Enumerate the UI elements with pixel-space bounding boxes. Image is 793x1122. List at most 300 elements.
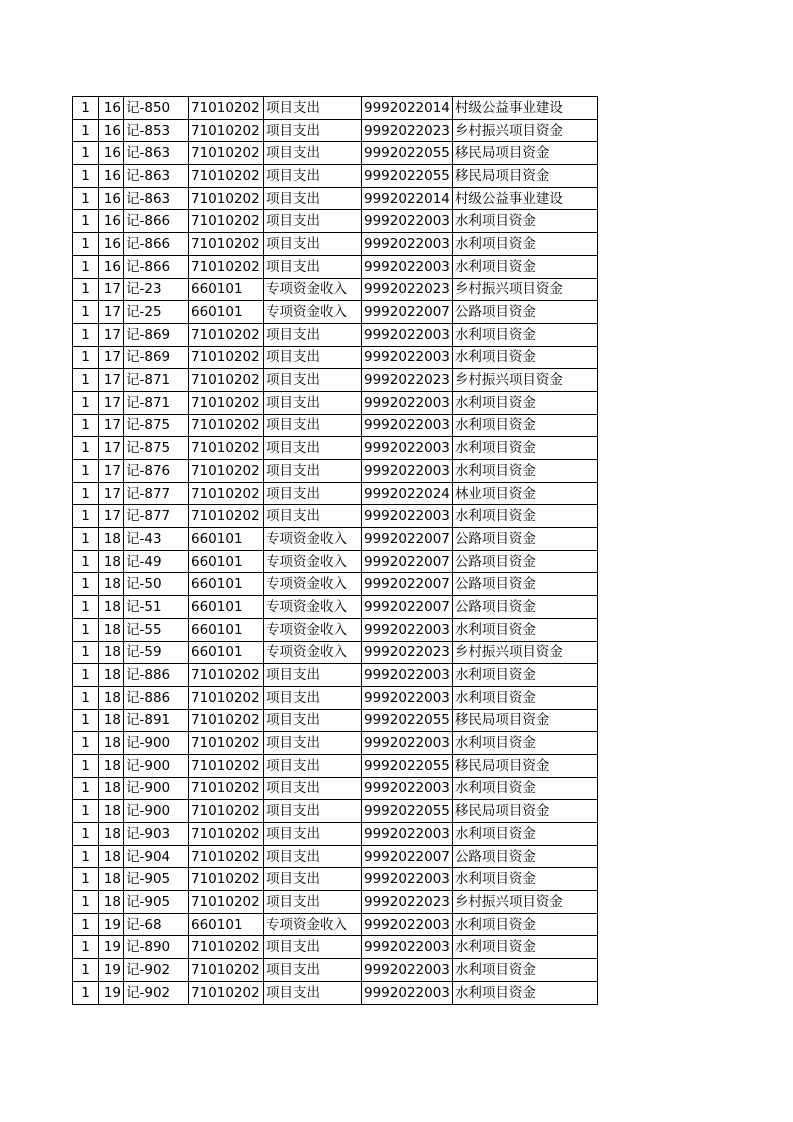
table-row	[73, 550, 598, 573]
voucher-cell: 记-900	[124, 800, 189, 823]
account-code-cell: 71010202	[189, 505, 264, 528]
project-code-cell: 9992022003	[362, 686, 453, 709]
project-name-cell: 公路项目资金	[452, 573, 597, 596]
type-cell: 项目支出	[264, 255, 362, 278]
project-name-cell: 水利项目资金	[452, 664, 597, 687]
day-cell: 18	[99, 800, 124, 823]
voucher-cell: 记-905	[124, 891, 189, 914]
voucher-cell: 记-900	[124, 754, 189, 777]
project-code-cell: 9992022003	[362, 233, 453, 256]
month-cell: 1	[73, 800, 99, 823]
day-cell: 18	[99, 528, 124, 551]
table-row	[73, 913, 598, 936]
project-code-cell: 9992022003	[362, 777, 453, 800]
project-name-cell: 水利项目资金	[452, 913, 597, 936]
ledger-table	[72, 96, 598, 1005]
table-row	[73, 414, 598, 437]
table-row	[73, 528, 598, 551]
project-code-cell: 9992022007	[362, 845, 453, 868]
project-code-cell: 9992022003	[362, 664, 453, 687]
table-row	[73, 777, 598, 800]
project-name-cell: 水利项目资金	[452, 437, 597, 460]
day-cell: 18	[99, 754, 124, 777]
month-cell: 1	[73, 255, 99, 278]
voucher-cell: 记-59	[124, 641, 189, 664]
table-row	[73, 255, 598, 278]
project-name-cell: 水利项目资金	[452, 346, 597, 369]
voucher-cell: 记-869	[124, 346, 189, 369]
voucher-cell: 记-891	[124, 709, 189, 732]
voucher-cell: 记-51	[124, 596, 189, 619]
account-code-cell: 71010202	[189, 142, 264, 165]
account-code-cell: 660101	[189, 528, 264, 551]
day-cell: 16	[99, 233, 124, 256]
project-name-cell: 移民局项目资金	[452, 754, 597, 777]
type-cell: 专项资金收入	[264, 278, 362, 301]
voucher-cell: 记-49	[124, 550, 189, 573]
project-code-cell: 9992022007	[362, 596, 453, 619]
voucher-cell: 记-863	[124, 165, 189, 188]
project-code-cell: 9992022014	[362, 187, 453, 210]
type-cell: 项目支出	[264, 142, 362, 165]
voucher-cell: 记-850	[124, 97, 189, 120]
project-code-cell: 9992022003	[362, 346, 453, 369]
project-code-cell: 9992022014	[362, 97, 453, 120]
type-cell: 专项资金收入	[264, 913, 362, 936]
table-row	[73, 210, 598, 233]
table-row	[73, 142, 598, 165]
day-cell: 16	[99, 187, 124, 210]
month-cell: 1	[73, 709, 99, 732]
type-cell: 专项资金收入	[264, 618, 362, 641]
month-cell: 1	[73, 754, 99, 777]
project-code-cell: 9992022024	[362, 482, 453, 505]
voucher-cell: 记-863	[124, 142, 189, 165]
voucher-cell: 记-875	[124, 414, 189, 437]
month-cell: 1	[73, 936, 99, 959]
table-row	[73, 845, 598, 868]
account-code-cell: 71010202	[189, 664, 264, 687]
month-cell: 1	[73, 278, 99, 301]
project-code-cell: 9992022003	[362, 936, 453, 959]
day-cell: 18	[99, 845, 124, 868]
month-cell: 1	[73, 323, 99, 346]
table-row	[73, 165, 598, 188]
month-cell: 1	[73, 777, 99, 800]
day-cell: 17	[99, 278, 124, 301]
project-code-cell: 9992022003	[362, 437, 453, 460]
day-cell: 18	[99, 550, 124, 573]
project-code-cell: 9992022023	[362, 891, 453, 914]
type-cell: 项目支出	[264, 97, 362, 120]
day-cell: 17	[99, 414, 124, 437]
type-cell: 项目支出	[264, 981, 362, 1004]
type-cell: 项目支出	[264, 391, 362, 414]
month-cell: 1	[73, 891, 99, 914]
voucher-cell: 记-43	[124, 528, 189, 551]
voucher-cell: 记-902	[124, 959, 189, 982]
account-code-cell: 71010202	[189, 800, 264, 823]
type-cell: 项目支出	[264, 437, 362, 460]
month-cell: 1	[73, 210, 99, 233]
table-row	[73, 936, 598, 959]
month-cell: 1	[73, 664, 99, 687]
month-cell: 1	[73, 505, 99, 528]
project-code-cell: 9992022003	[362, 210, 453, 233]
table-row	[73, 891, 598, 914]
account-code-cell: 660101	[189, 573, 264, 596]
table-row	[73, 187, 598, 210]
type-cell: 项目支出	[264, 482, 362, 505]
project-name-cell: 乡村振兴项目资金	[452, 369, 597, 392]
voucher-cell: 记-866	[124, 255, 189, 278]
day-cell: 16	[99, 97, 124, 120]
type-cell: 项目支出	[264, 505, 362, 528]
account-code-cell: 660101	[189, 618, 264, 641]
table-row	[73, 323, 598, 346]
month-cell: 1	[73, 550, 99, 573]
month-cell: 1	[73, 913, 99, 936]
day-cell: 17	[99, 437, 124, 460]
month-cell: 1	[73, 97, 99, 120]
day-cell: 19	[99, 981, 124, 1004]
day-cell: 18	[99, 777, 124, 800]
account-code-cell: 71010202	[189, 369, 264, 392]
project-code-cell: 9992022003	[362, 913, 453, 936]
day-cell: 18	[99, 641, 124, 664]
project-code-cell: 9992022055	[362, 142, 453, 165]
project-name-cell: 水利项目资金	[452, 233, 597, 256]
day-cell: 19	[99, 913, 124, 936]
voucher-cell: 记-876	[124, 460, 189, 483]
month-cell: 1	[73, 369, 99, 392]
account-code-cell: 71010202	[189, 97, 264, 120]
voucher-cell: 记-55	[124, 618, 189, 641]
account-code-cell: 71010202	[189, 346, 264, 369]
project-code-cell: 9992022003	[362, 732, 453, 755]
project-name-cell: 水利项目资金	[452, 777, 597, 800]
table-row	[73, 505, 598, 528]
project-name-cell: 乡村振兴项目资金	[452, 891, 597, 914]
account-code-cell: 71010202	[189, 482, 264, 505]
type-cell: 专项资金收入	[264, 528, 362, 551]
project-code-cell: 9992022003	[362, 323, 453, 346]
voucher-cell: 记-866	[124, 210, 189, 233]
account-code-cell: 71010202	[189, 210, 264, 233]
type-cell: 项目支出	[264, 187, 362, 210]
type-cell: 项目支出	[264, 936, 362, 959]
table-row	[73, 686, 598, 709]
month-cell: 1	[73, 482, 99, 505]
day-cell: 18	[99, 823, 124, 846]
voucher-cell: 记-905	[124, 868, 189, 891]
project-code-cell: 9992022003	[362, 505, 453, 528]
type-cell: 项目支出	[264, 754, 362, 777]
day-cell: 17	[99, 505, 124, 528]
day-cell: 19	[99, 936, 124, 959]
account-code-cell: 71010202	[189, 732, 264, 755]
month-cell: 1	[73, 732, 99, 755]
type-cell: 项目支出	[264, 709, 362, 732]
project-name-cell: 乡村振兴项目资金	[452, 119, 597, 142]
project-code-cell: 9992022023	[362, 278, 453, 301]
account-code-cell: 71010202	[189, 686, 264, 709]
project-code-cell: 9992022003	[362, 981, 453, 1004]
project-code-cell: 9992022003	[362, 823, 453, 846]
day-cell: 18	[99, 868, 124, 891]
month-cell: 1	[73, 823, 99, 846]
account-code-cell: 71010202	[189, 823, 264, 846]
type-cell: 专项资金收入	[264, 301, 362, 324]
type-cell: 项目支出	[264, 777, 362, 800]
table-row	[73, 346, 598, 369]
project-name-cell: 村级公益事业建设	[452, 187, 597, 210]
day-cell: 17	[99, 460, 124, 483]
project-name-cell: 移民局项目资金	[452, 800, 597, 823]
type-cell: 项目支出	[264, 845, 362, 868]
table-row	[73, 573, 598, 596]
day-cell: 18	[99, 664, 124, 687]
project-name-cell: 公路项目资金	[452, 301, 597, 324]
table-row	[73, 664, 598, 687]
type-cell: 专项资金收入	[264, 641, 362, 664]
month-cell: 1	[73, 187, 99, 210]
voucher-cell: 记-869	[124, 323, 189, 346]
project-code-cell: 9992022003	[362, 868, 453, 891]
type-cell: 专项资金收入	[264, 550, 362, 573]
project-code-cell: 9992022007	[362, 550, 453, 573]
project-name-cell: 公路项目资金	[452, 845, 597, 868]
voucher-cell: 记-890	[124, 936, 189, 959]
type-cell: 项目支出	[264, 346, 362, 369]
voucher-cell: 记-886	[124, 686, 189, 709]
type-cell: 项目支出	[264, 414, 362, 437]
type-cell: 项目支出	[264, 210, 362, 233]
account-code-cell: 71010202	[189, 233, 264, 256]
account-code-cell: 71010202	[189, 754, 264, 777]
project-name-cell: 水利项目资金	[452, 823, 597, 846]
project-name-cell: 乡村振兴项目资金	[452, 278, 597, 301]
table-row	[73, 868, 598, 891]
month-cell: 1	[73, 301, 99, 324]
project-name-cell: 公路项目资金	[452, 550, 597, 573]
project-code-cell: 9992022003	[362, 959, 453, 982]
ledger-body	[73, 97, 598, 1005]
table-row	[73, 732, 598, 755]
voucher-cell: 记-886	[124, 664, 189, 687]
type-cell: 项目支出	[264, 165, 362, 188]
account-code-cell: 71010202	[189, 165, 264, 188]
project-code-cell: 9992022023	[362, 119, 453, 142]
account-code-cell: 71010202	[189, 255, 264, 278]
day-cell: 16	[99, 142, 124, 165]
voucher-cell: 记-25	[124, 301, 189, 324]
project-name-cell: 移民局项目资金	[452, 709, 597, 732]
account-code-cell: 660101	[189, 550, 264, 573]
day-cell: 16	[99, 210, 124, 233]
month-cell: 1	[73, 618, 99, 641]
project-name-cell: 水利项目资金	[452, 391, 597, 414]
type-cell: 项目支出	[264, 369, 362, 392]
month-cell: 1	[73, 868, 99, 891]
account-code-cell: 71010202	[189, 959, 264, 982]
month-cell: 1	[73, 142, 99, 165]
account-code-cell: 660101	[189, 278, 264, 301]
voucher-cell: 记-50	[124, 573, 189, 596]
day-cell: 16	[99, 255, 124, 278]
type-cell: 项目支出	[264, 119, 362, 142]
project-code-cell: 9992022007	[362, 573, 453, 596]
month-cell: 1	[73, 119, 99, 142]
type-cell: 项目支出	[264, 323, 362, 346]
table-row	[73, 97, 598, 120]
table-row	[73, 233, 598, 256]
project-name-cell: 公路项目资金	[452, 528, 597, 551]
account-code-cell: 660101	[189, 596, 264, 619]
account-code-cell: 71010202	[189, 936, 264, 959]
table-row	[73, 482, 598, 505]
project-code-cell: 9992022007	[362, 301, 453, 324]
month-cell: 1	[73, 641, 99, 664]
type-cell: 项目支出	[264, 460, 362, 483]
voucher-cell: 记-853	[124, 119, 189, 142]
account-code-cell: 71010202	[189, 777, 264, 800]
project-name-cell: 水利项目资金	[452, 505, 597, 528]
table-row	[73, 959, 598, 982]
project-name-cell: 水利项目资金	[452, 618, 597, 641]
account-code-cell: 71010202	[189, 845, 264, 868]
account-code-cell: 71010202	[189, 414, 264, 437]
project-name-cell: 移民局项目资金	[452, 142, 597, 165]
table-row	[73, 596, 598, 619]
table-row	[73, 278, 598, 301]
account-code-cell: 71010202	[189, 460, 264, 483]
project-code-cell: 9992022003	[362, 391, 453, 414]
project-name-cell: 水利项目资金	[452, 210, 597, 233]
project-name-cell: 水利项目资金	[452, 414, 597, 437]
day-cell: 17	[99, 391, 124, 414]
account-code-cell: 660101	[189, 301, 264, 324]
type-cell: 项目支出	[264, 664, 362, 687]
day-cell: 16	[99, 165, 124, 188]
table-row	[73, 618, 598, 641]
day-cell: 18	[99, 573, 124, 596]
project-code-cell: 9992022003	[362, 414, 453, 437]
voucher-cell: 记-877	[124, 505, 189, 528]
project-name-cell: 水利项目资金	[452, 460, 597, 483]
project-name-cell: 水利项目资金	[452, 868, 597, 891]
type-cell: 项目支出	[264, 891, 362, 914]
day-cell: 18	[99, 686, 124, 709]
account-code-cell: 71010202	[189, 323, 264, 346]
month-cell: 1	[73, 596, 99, 619]
account-code-cell: 71010202	[189, 437, 264, 460]
voucher-cell: 记-871	[124, 391, 189, 414]
day-cell: 17	[99, 369, 124, 392]
month-cell: 1	[73, 845, 99, 868]
type-cell: 项目支出	[264, 800, 362, 823]
account-code-cell: 71010202	[189, 391, 264, 414]
project-code-cell: 9992022007	[362, 528, 453, 551]
project-name-cell: 林业项目资金	[452, 482, 597, 505]
day-cell: 18	[99, 618, 124, 641]
month-cell: 1	[73, 686, 99, 709]
voucher-cell: 记-871	[124, 369, 189, 392]
account-code-cell: 660101	[189, 913, 264, 936]
project-name-cell: 水利项目资金	[452, 255, 597, 278]
table-row	[73, 301, 598, 324]
voucher-cell: 记-23	[124, 278, 189, 301]
table-row	[73, 460, 598, 483]
month-cell: 1	[73, 573, 99, 596]
project-name-cell: 水利项目资金	[452, 323, 597, 346]
voucher-cell: 记-900	[124, 732, 189, 755]
project-code-cell: 9992022023	[362, 641, 453, 664]
project-name-cell: 村级公益事业建设	[452, 97, 597, 120]
day-cell: 17	[99, 482, 124, 505]
table-row	[73, 800, 598, 823]
account-code-cell: 660101	[189, 641, 264, 664]
project-name-cell: 公路项目资金	[452, 596, 597, 619]
day-cell: 17	[99, 301, 124, 324]
voucher-cell: 记-903	[124, 823, 189, 846]
account-code-cell: 71010202	[189, 891, 264, 914]
type-cell: 专项资金收入	[264, 596, 362, 619]
project-code-cell: 9992022003	[362, 255, 453, 278]
project-name-cell: 水利项目资金	[452, 959, 597, 982]
project-code-cell: 9992022055	[362, 165, 453, 188]
month-cell: 1	[73, 233, 99, 256]
project-name-cell: 水利项目资金	[452, 732, 597, 755]
account-code-cell: 71010202	[189, 981, 264, 1004]
project-code-cell: 9992022055	[362, 754, 453, 777]
project-code-cell: 9992022023	[362, 369, 453, 392]
month-cell: 1	[73, 528, 99, 551]
table-row	[73, 754, 598, 777]
day-cell: 16	[99, 119, 124, 142]
month-cell: 1	[73, 414, 99, 437]
account-code-cell: 71010202	[189, 868, 264, 891]
day-cell: 17	[99, 346, 124, 369]
type-cell: 项目支出	[264, 868, 362, 891]
voucher-cell: 记-863	[124, 187, 189, 210]
type-cell: 项目支出	[264, 732, 362, 755]
month-cell: 1	[73, 981, 99, 1004]
account-code-cell: 71010202	[189, 709, 264, 732]
voucher-cell: 记-904	[124, 845, 189, 868]
table-row	[73, 641, 598, 664]
day-cell: 19	[99, 959, 124, 982]
project-name-cell: 乡村振兴项目资金	[452, 641, 597, 664]
month-cell: 1	[73, 959, 99, 982]
voucher-cell: 记-902	[124, 981, 189, 1004]
table-row	[73, 981, 598, 1004]
table-row	[73, 119, 598, 142]
voucher-cell: 记-875	[124, 437, 189, 460]
type-cell: 专项资金收入	[264, 573, 362, 596]
day-cell: 18	[99, 891, 124, 914]
table-row	[73, 709, 598, 732]
table-row	[73, 369, 598, 392]
day-cell: 18	[99, 709, 124, 732]
day-cell: 18	[99, 732, 124, 755]
month-cell: 1	[73, 391, 99, 414]
project-name-cell: 水利项目资金	[452, 686, 597, 709]
account-code-cell: 71010202	[189, 119, 264, 142]
project-code-cell: 9992022055	[362, 709, 453, 732]
month-cell: 1	[73, 460, 99, 483]
voucher-cell: 记-900	[124, 777, 189, 800]
